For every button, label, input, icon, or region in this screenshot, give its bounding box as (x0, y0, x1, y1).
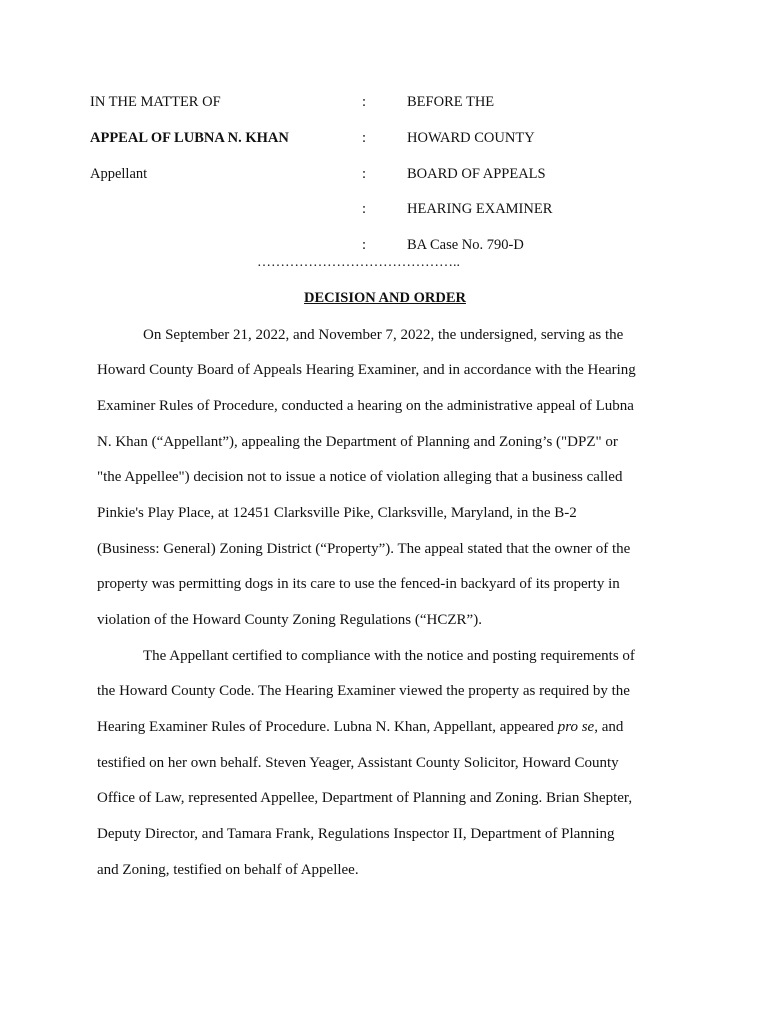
document-title: DECISION AND ORDER (304, 290, 466, 306)
body-line-text: , and (594, 719, 624, 735)
body-line: The Appellant certified to compliance with the notice and posting requirements of (143, 648, 635, 664)
caption-row (0, 94, 770, 114)
caption-separator: : (362, 166, 367, 182)
caption-separator: : (362, 201, 367, 217)
caption-separator: : (362, 130, 367, 146)
body-line (97, 719, 623, 736)
body-line-text: Hearing Examiner Rules of Procedure. Lubna N. Khan, Appellant, appeared (97, 719, 558, 735)
body-line: and Zoning, testified on behalf of Appellee. (97, 862, 359, 878)
caption-row (0, 166, 770, 186)
body-line: testified on her own behalf. Steven Yeager, Assistant County Solicitor, Howard County (97, 755, 619, 771)
caption-separator: : (362, 94, 367, 110)
caption-row (0, 130, 770, 150)
body-line: "the Appellee") decision not to issue a notice of violation alleging that a business called (97, 469, 623, 485)
body-line: Howard County Board of Appeals Hearing Examiner, and in accordance with the Hearing (97, 362, 636, 378)
italic-term: pro se (557, 719, 595, 735)
caption-row (0, 237, 770, 257)
caption-right: BA Case No. 790-D (407, 237, 524, 253)
caption-row (0, 201, 770, 221)
caption-right: HOWARD COUNTY (407, 130, 535, 146)
body-line: violation of the Howard County Zoning Regulations (“HCZR”). (97, 612, 482, 628)
body-line: property was permitting dogs in its care to use the fenced-in backyard of its property in (97, 576, 620, 592)
body-line: the Howard County Code. The Hearing Examiner viewed the property as required by the (97, 683, 630, 699)
caption-left: APPEAL OF LUBNA N. KHAN (90, 130, 289, 146)
caption-left: IN THE MATTER OF (90, 94, 221, 110)
caption-left: Appellant (90, 166, 148, 182)
caption-right: BEFORE THE (407, 94, 495, 110)
body-line: On September 21, 2022, and November 7, 2022, the undersigned, serving as the (143, 327, 624, 343)
caption-dotted-divider: …………………………………….. (257, 255, 460, 270)
body-line: Office of Law, represented Appellee, Department of Planning and Zoning. Brian Shepter, (97, 790, 633, 806)
body-line: (Business: General) Zoning District (“Property”). The appeal stated that the owner of the (97, 541, 631, 557)
caption-right: BOARD OF APPEALS (407, 166, 546, 182)
body-line: Examiner Rules of Procedure, conducted a hearing on the administrative appeal of Lubna (97, 398, 634, 414)
body-line: Pinkie's Play Place, at 12451 Clarksville Pike, Clarksville, Maryland, in the B-2 (97, 505, 577, 521)
body-line: N. Khan (“Appellant”), appealing the Department of Planning and Zoning’s ("DPZ" or (97, 434, 618, 450)
caption-separator: : (362, 237, 367, 253)
body-line: Deputy Director, and Tamara Frank, Regulations Inspector II, Department of Planning (97, 826, 615, 842)
caption-right: HEARING EXAMINER (407, 201, 553, 217)
